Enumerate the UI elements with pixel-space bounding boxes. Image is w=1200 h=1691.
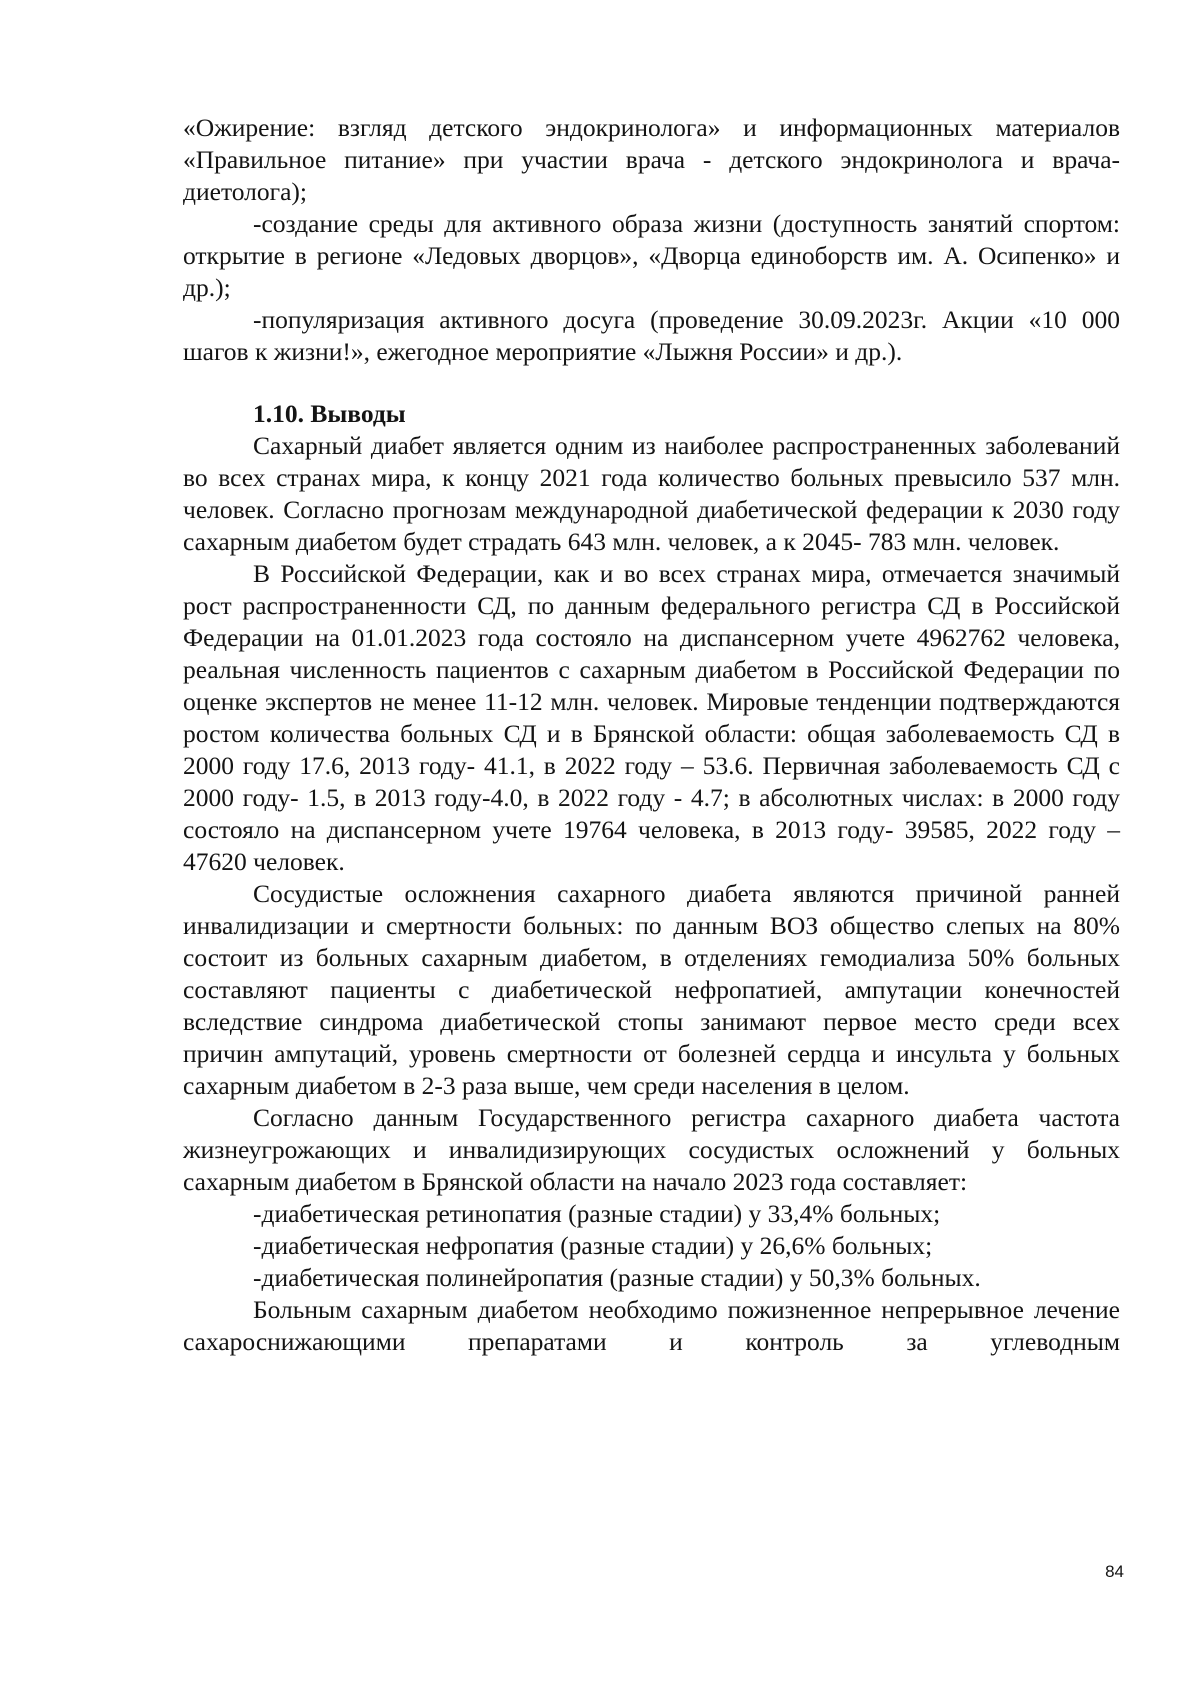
paragraph-registry-data: Согласно данным Государственного регистра сахарного диабета частота жизнеугрожающих и инвалидизирующих сосудистых осложнений у больных сахарным диабетом в Брянской области на начало 2023 года составляет: <box>183 1103 1120 1196</box>
paragraph-lifelong-treatment: Больным сахарным диабетом необходимо пожизненное непрерывное лечение сахароснижающими препаратами и контроль за углеводным <box>183 1295 1120 1356</box>
section-heading: 1.10. Выводы <box>253 399 406 428</box>
paragraph-obesity-materials: «Ожирение: взгляд детского эндокринолога» и информационных материалов «Правильное питание» при участии врача - детского эндокринолога и врача-диетолога); <box>183 113 1120 206</box>
list-item-nephropathy: -диабетическая нефропатия (разные стадии) у 26,6% больных; <box>253 1231 933 1260</box>
paragraph-russia-statistics: В Российской Федерации, как и во всех странах мира, отмечается значимый рост распространенности СД, по данным федерального регистра СД в Российской Федерации на 01.01.2023 года состояло на диспансерном учете 4962762 человека, реальная численность пациентов с сахарным диабетом в Российской Федерации по оценке экспертов не менее 11-12 млн. человек. Мировые тенденции подтверждаются ростом количества больных СД и в Брянской области: общая заболеваемость СД в 2000 году 17.6, 2013 году- 41.1, в 2022 году – 53.6. Первичная заболеваемость СД с 2000 году- 1.5, в 2013 году-4.0, в 2022 году - 4.7; в абсолютных числах: в 2000 году состояло на диспансерном учете 19764 человека, в 2013 году- 39585, 2022 году – 47620 человек. <box>183 559 1120 876</box>
page-number: 84 <box>1105 1562 1124 1581</box>
paragraph-active-lifestyle: -создание среды для активного образа жизни (доступность занятий спортом: открытие в регионе «Ледовых дворцов», «Дворца единоборств им. А. Осипенко» и др.); <box>183 209 1120 302</box>
paragraph-vascular-complications: Сосудистые осложнения сахарного диабета являются причиной ранней инвалидизации и смертности больных: по данным ВОЗ общество слепых на 80% состоит из больных сахарным диабетом, в отделениях гемодиализа 50% больных составляют пациенты с диабетической нефропатией, ампутации конечностей вследствие синдрома диабетической стопы занимают первое место среди всех причин ампутаций, уровень смертности от болезней сердца и инсульта у больных сахарным диабетом в 2-3 раза выше, чем среди населения в целом. <box>183 879 1120 1100</box>
page-content <box>183 112 1120 1358</box>
list-item-retinopathy: -диабетическая ретинопатия (разные стадии) у 33,4% больных; <box>253 1199 941 1228</box>
paragraph-diabetes-prevalence: Сахарный диабет является одним из наиболее распространенных заболеваний во всех странах мира, к концу 2021 года количество больных превысило 537 млн. человек. Согласно прогнозам международной диабетической федерации к 2030 году сахарным диабетом будет страдать 643 млн. человек, а к 2045- 783 млн. человек. <box>183 431 1120 556</box>
list-item-polyneuropathy: -диабетическая полинейропатия (разные стадии) у 50,3% больных. <box>253 1263 981 1292</box>
paragraph-active-leisure: -популяризация активного досуга (проведение 30.09.2023г. Акции «10 000 шагов к жизни!», ежегодное мероприятие «Лыжня России» и др.). <box>183 305 1120 366</box>
